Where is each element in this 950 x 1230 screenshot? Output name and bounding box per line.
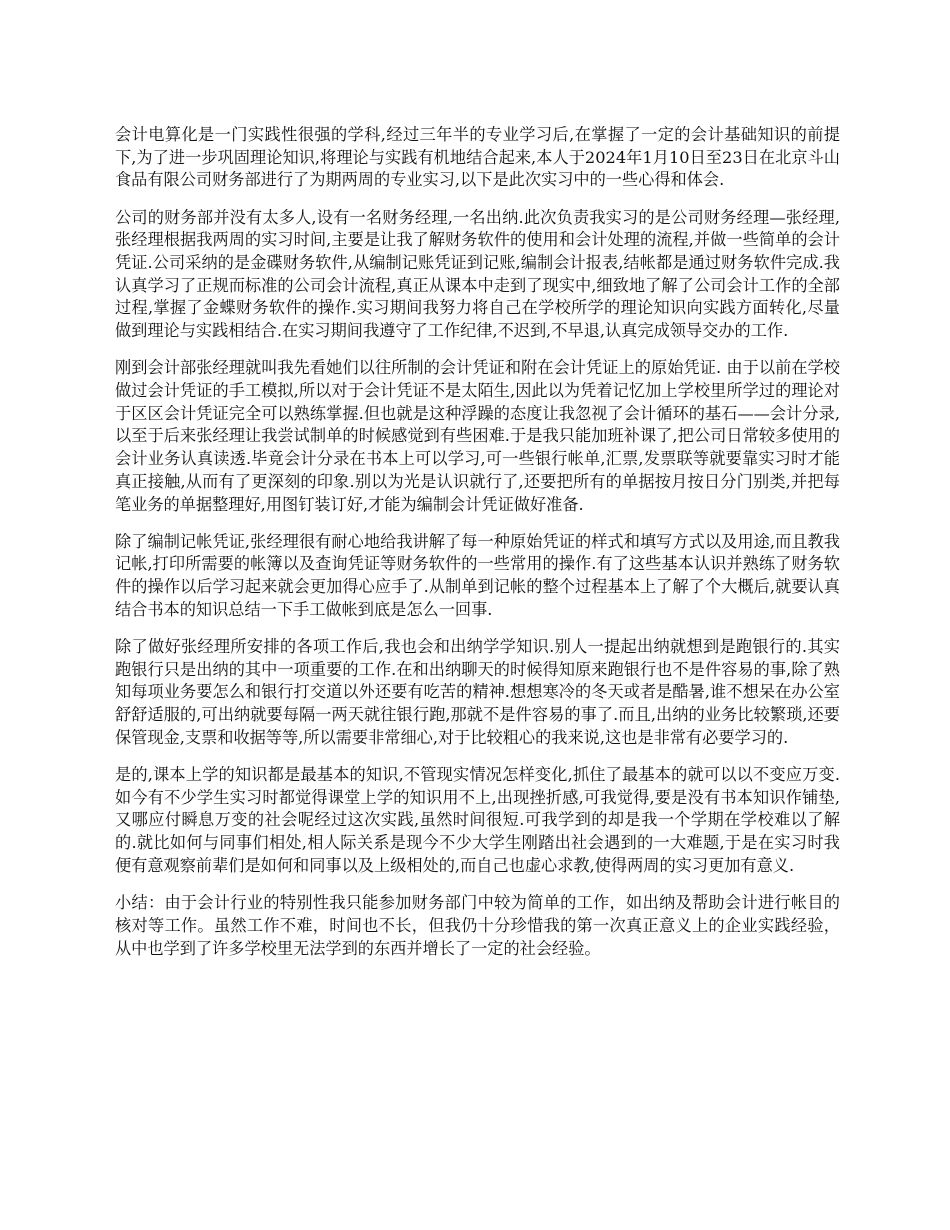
paragraph-bookkeeping: 除了编制记帐凭证,张经理很有耐心地给我讲解了每一种原始凭证的样式和填写方式以及用途,而且教我记帐,打印所需要的帐簿以及查询凭证等财务软件的一些常用的操作.有了这些基本认识并熟练了财务软件的操作以后学习起来就会更加得心应手了.从制单到记帐的整个过程基本上了解了个大概后,就要认真结合书本的知识总结一下手工做帐到底是怎么一回事.	[115, 531, 840, 619]
document-body	[115, 124, 840, 975]
paragraph-intro: 会计电算化是一门实践性很强的学科,经过三年半的专业学习后,在掌握了一定的会计基础知识的前提下,为了进一步巩固理论知识,将理论与实践有机地结合起来,本人于2024年1月10日至23日在北京斗山食品有限公司财务部进行了为期两周的专业实习,以下是此次实习中的一些心得和体会.	[115, 125, 840, 190]
paragraph-reflection: 是的,课本上学的知识都是最基本的知识,不管现实情况怎样变化,抓住了最基本的就可以以不变应万变.如今有不少学生实习时都觉得课堂上学的知识用不上,出现挫折感,可我觉得,要是没有书本知识作铺垫,又哪应付瞬息万变的社会呢经过这次实践,虽然时间很短.可我学到的却是我一个学期在学校难以了解的.就比如何与同事们相处,相人际关系是现今不少大学生刚踏出社会遇到的一大难题,于是在实习时我便有意观察前辈们是如何和同事以及上级相处的,而自己也虚心求教,使得两周的实习更加有意义.	[115, 765, 840, 875]
paragraph-finance-department: 公司的财务部并没有太多人,设有一名财务经理,一名出纳.此次负责我实习的是公司财务经理—张经理,张经理根据我两周的实习时间,主要是让我了解财务软件的使用和会计处理的流程,并做一些简单的会计凭证.公司采纳的是金碟财务软件,从编制记账凭证到记账,编制会计报表,结帐都是通过财务软件完成.我认真学习了正规而标准的公司会计流程,真正从课本中走到了现实中,细致地了解了公司会计工作的全部过程,掌握了金蝶财务软件的操作.实习期间我努力将自己在学校所学的理论知识向实践方面转化,尽量做到理论与实践相结合.在实习期间我遵守了工作纪律,不迟到,不早退,认真完成领导交办的工作.	[115, 207, 840, 341]
paragraph-vouchers: 刚到会计部张经理就叫我先看她们以往所制的会计凭证和附在会计凭证上的原始凭证. 由于以前在学校做过会计凭证的手工模拟,所以对于会计凭证不是太陌生,因此以为凭着记忆加上学校里所学过的理论对于区区会计凭证完全可以熟练掌握.但也就是这种浮躁的态度让我忽视了会计循环的基石——会计分录,以至于后来张经理让我尝试制单的时候感觉到有些困难.于是我只能加班补课了,把公司日常较多使用的会计业务认真读透.毕竟会计分录在书本上可以学习,可一些银行帐单,汇票,发票联等就要靠实习时才能真正接触,从而有了更深刻的印象.别以为光是认识就行了,还要把所有的单据按月按日分门别类,并把每笔业务的单据整理好,用图钉装订好,才能为编制会计凭证做好准备.	[115, 358, 840, 514]
paragraph-summary: 小结：由于会计行业的特别性我只能参加财务部门中较为简单的工作，如出纳及帮助会计进行帐目的核对等工作。虽然工作不难，时间也不长，但我仍十分珍惜我的第一次真正意义上的企业实践经验，从中也学到了许多学校里无法学到的东西并增长了一定的社会经验。	[115, 893, 840, 958]
paragraph-cashier: 除了做好张经理所安排的各项工作后,我也会和出纳学学知识.别人一提起出纳就想到是跑银行的.其实跑银行只是出纳的其中一项重要的工作.在和出纳聊天的时候得知原来跑银行也不是件容易的事,除了熟知每项业务要怎么和银行打交道以外还要有吃苦的精神.想想寒冷的冬天或者是酷暑,谁不想呆在办公室舒舒适服的,可出纳就要每隔一两天就往银行跑,那就不是件容易的事了.而且,出纳的业务比较繁琐,还要保管现金,支票和收据等等,所以需要非常细心,对于比较粗心的我来说,这也是非常有必要学习的.	[115, 637, 840, 747]
